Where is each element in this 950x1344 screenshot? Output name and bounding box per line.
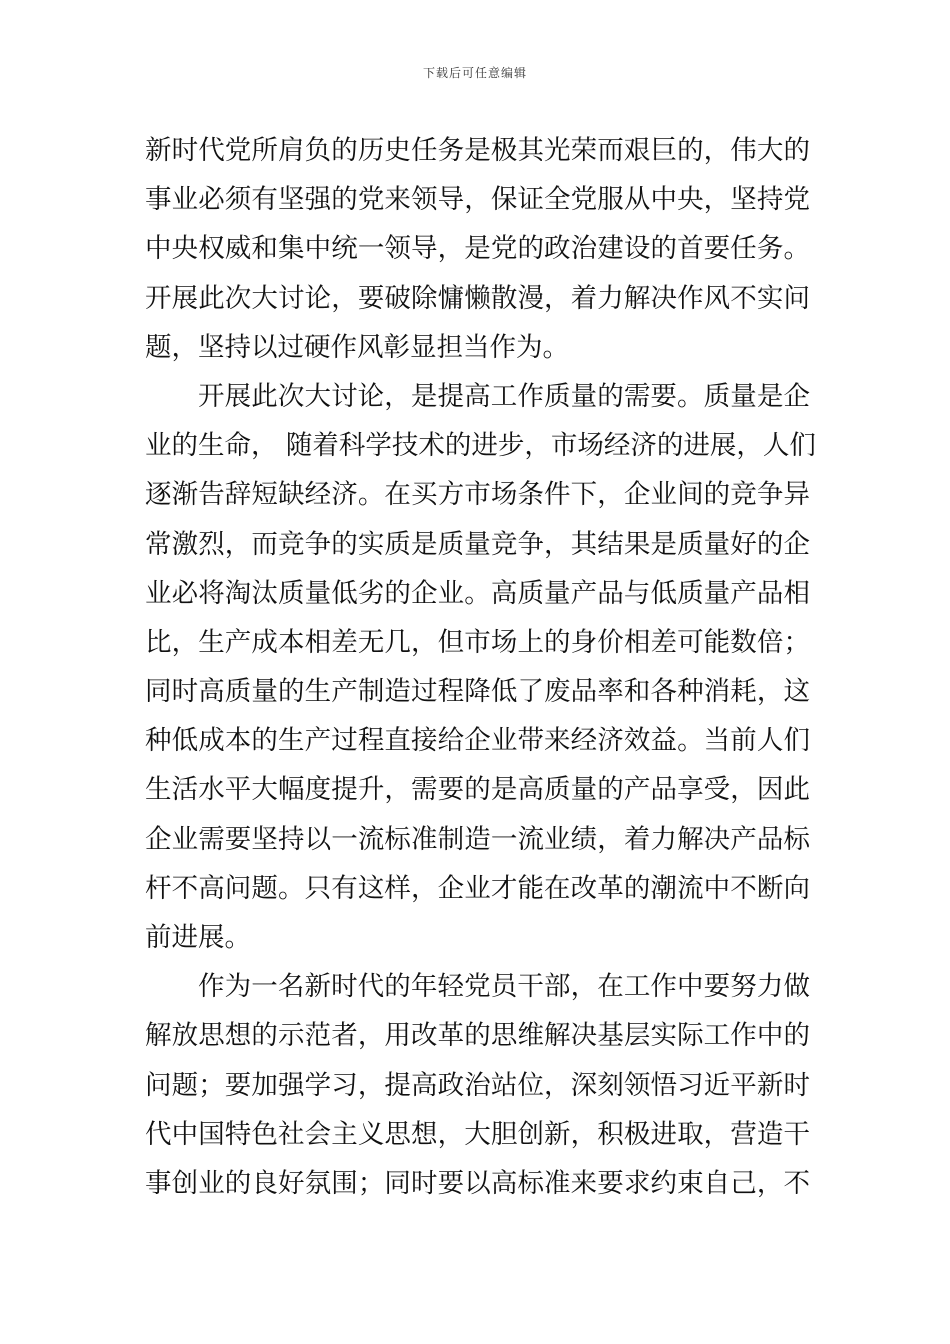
document-body	[145, 126, 816, 1208]
text-line: 开展此次大讨论，要破除慵懒散漫，着力解决作风不实问	[145, 282, 810, 314]
text-line: 解放思想的示范者，用改革的思维解决基层实际工作中的	[145, 1020, 810, 1052]
text-line: 前进展。	[145, 922, 251, 953]
text-line: 常激烈，而竞争的实质是质量竞争，其结果是质量好的企	[145, 528, 810, 560]
text-line: 新时代党所肩负的历史任务是极其光荣而艰巨的，伟大的	[145, 135, 810, 166]
text-line: 比，生产成本相差无几，但市场上的身价相差可能数倍；	[145, 626, 810, 658]
text-line: 同时高质量的生产制造过程降低了废品率和各种消耗，这	[145, 676, 810, 708]
text-line: 事创业的良好氛围；同时要以高标准来要求约束自己，不	[145, 1167, 810, 1199]
text-line: 杆不高问题。只有这样，企业才能在改革的潮流中不断向	[145, 872, 810, 904]
text-line: 企业需要坚持以一流标准制造一流业绩，着力解决产品标	[145, 823, 810, 855]
text-line: 逐渐告辞短缺经济。在买方市场条件下，企业间的竞争异	[145, 479, 810, 511]
text-line: 作为一名新时代的年轻党员干部，在工作中要努力做	[198, 971, 810, 1003]
text-line: 生活水平大幅度提升，需要的是高质量的产品享受，因此	[145, 774, 810, 806]
text-line: 开展此次大讨论，是提高工作质量的需要。质量是企	[198, 380, 810, 412]
text-line: 种低成本的生产过程直接给企业带来经济效益。当前人们	[145, 725, 810, 757]
text-line: 业必将淘汰质量低劣的企业。高质量产品与低质量产品相	[145, 577, 810, 609]
text-line: 问题；要加强学习，提高政治站位，深刻领悟习近平新时	[145, 1069, 810, 1101]
text-line: 事业必须有坚强的党来领导，保证全党服从中央，坚持党	[145, 184, 810, 216]
page-header: 下载后可任意编辑	[422, 66, 527, 80]
text-line: 中央权威和集中统一领导，是党的政治建设的首要任务。	[145, 233, 810, 265]
text-line: 业的生命， 随着科学技术的进步，市场经济的进展，人们	[145, 430, 816, 462]
text-line: 代中国特色社会主义思想，大胆创新，积极进取，营造干	[145, 1118, 810, 1150]
text-line: 题，坚持以过硬作风彰显担当作为。	[145, 331, 569, 363]
